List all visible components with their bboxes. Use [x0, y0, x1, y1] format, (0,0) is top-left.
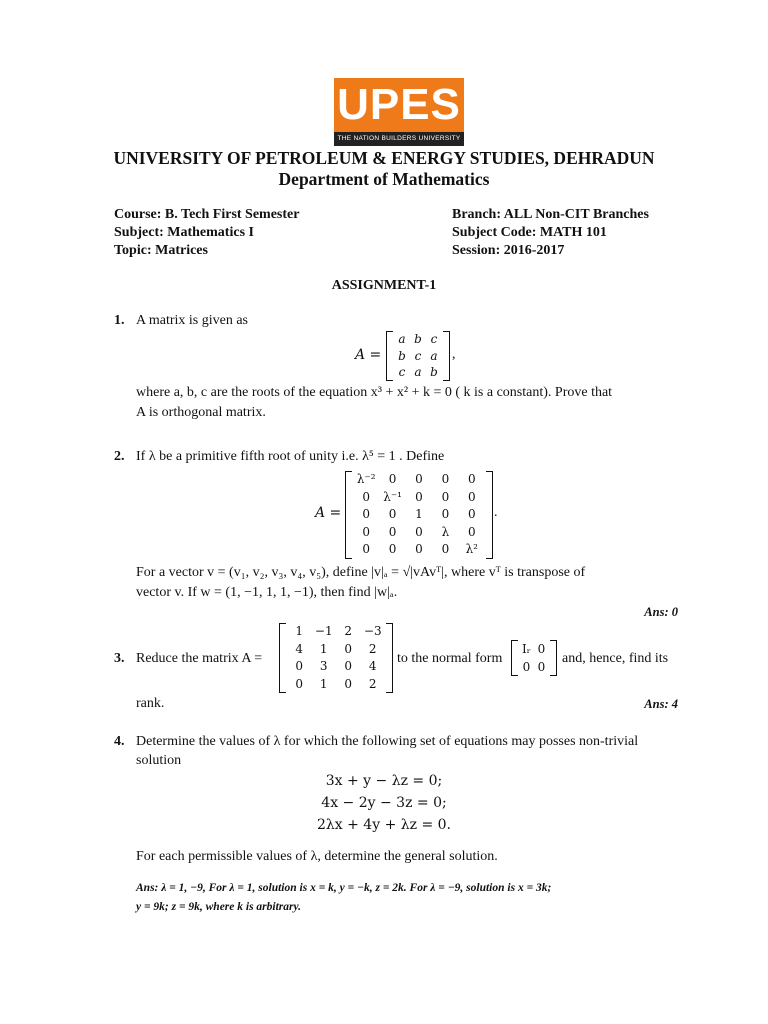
q4-answer-line-2: y = 9k; z = 9k, where k is arbitrary. [136, 901, 302, 913]
q1-matrix-cell: a [430, 348, 438, 363]
q2-matrix [345, 471, 493, 559]
q1-matrix [386, 331, 450, 381]
q2-matrix-cell: 0 [441, 507, 450, 522]
q1-matrix-cell: c [398, 365, 406, 380]
q1-number: 1. [114, 313, 125, 328]
q1-matrix-cell: b [414, 332, 422, 346]
logo-tagline: THE NATION BUILDERS UNIVERSITY [334, 132, 464, 146]
q1-matrix-label: A = [355, 347, 382, 363]
department-title: Department of Mathematics [278, 169, 490, 189]
q1-comma: , [452, 347, 456, 362]
q2-answer: Ans: 0 [644, 605, 678, 619]
q2-matrix-cell: 0 [467, 507, 476, 522]
q3-matrix-cell: 2 [368, 676, 377, 691]
q2-matrix-cell: 0 [388, 542, 397, 557]
q2-lead: If λ be a primitive fifth root of unity i.e. λ⁵ = 1 . Define [136, 449, 445, 464]
q3-matrix-cell: 4 [295, 641, 304, 656]
q3-mid: to the normal form [397, 651, 503, 666]
q3-matrix-cell: −1 [314, 624, 333, 638]
q2-matrix-cell: 0 [388, 507, 397, 522]
q2-text-3: vector v. If w = (1, −1, 1, 1, −1), then find |w|ₐ. [136, 585, 398, 600]
q1-lead: A matrix is given as [136, 313, 248, 328]
q2-matrix-cell: 0 [388, 524, 397, 539]
q3-normal-form [511, 640, 557, 676]
q4-lead: Determine the values of λ for which the following set of equations may posses non-trivial [136, 734, 639, 749]
q2-matrix-cell: 0 [362, 489, 371, 504]
q2-matrix-cell: 0 [441, 542, 450, 557]
q4-equation-3: 2λx + 4y + λz = 0. [317, 817, 451, 833]
q2-matrix-cell: λ⁻² [356, 472, 376, 486]
q1-matrix-cell: a [398, 332, 406, 346]
q2-matrix-cell: 0 [415, 489, 423, 504]
q3-lead: Reduce the matrix A = [136, 651, 263, 666]
q3-matrix-cell: 0 [344, 659, 353, 673]
q2-matrix-cell: 0 [467, 472, 476, 486]
q1-text-2: where a, b, c are the roots of the equation x³ + x² + k = 0 ( k is a constant). Prove that [136, 385, 613, 400]
q3-matrix [279, 623, 393, 693]
q2-matrix-cell: 0 [441, 472, 450, 486]
q3-matrix-cell: 0 [295, 676, 304, 691]
q2-matrix-cell: 0 [441, 489, 450, 504]
q3-matrix-cell: 3 [319, 659, 328, 673]
q3-text-2: rank. [136, 696, 165, 711]
q2-matrix-cell: 0 [415, 542, 423, 557]
q2-matrix-cell: λ⁻¹ [383, 489, 402, 504]
q3-normal-cell: 0 [537, 642, 546, 656]
q2-matrix-cell: 0 [467, 524, 476, 539]
topic-info: Topic: Matrices [114, 243, 208, 258]
q3-matrix-cell: 1 [319, 641, 328, 656]
q3-number: 3. [114, 651, 125, 666]
assignment-title: ASSIGNMENT-1 [331, 278, 437, 293]
q2-matrix-cell: 0 [362, 524, 371, 539]
q3-matrix-cell: 0 [344, 676, 353, 691]
course-info: Course: B. Tech First Semester [114, 207, 300, 222]
q3-answer: Ans: 4 [644, 697, 678, 711]
q1-matrix-cell: b [430, 365, 438, 380]
q2-matrix-cell: 0 [362, 542, 371, 557]
q2-number: 2. [114, 449, 125, 464]
logo-text: UPES [337, 80, 461, 129]
q3-matrix-cell: 2 [368, 641, 377, 656]
q3-matrix-cell: 0 [344, 641, 353, 656]
q2-matrix-cell: 1 [415, 507, 423, 522]
code-info: Subject Code: MATH 101 [452, 225, 607, 240]
q4-number: 4. [114, 734, 125, 749]
upes-logo [334, 78, 464, 146]
q2-matrix-cell: 0 [388, 472, 397, 486]
subject-info: Subject: Mathematics I [114, 225, 254, 240]
q3-matrix-cell: 1 [319, 676, 328, 691]
q3-normal-cell: 0 [522, 660, 531, 674]
q1-matrix-cell: a [414, 365, 422, 380]
q1-matrix-cell: c [430, 332, 438, 346]
q1-text-3: A is orthogonal matrix. [136, 405, 266, 420]
q3-matrix-cell: −3 [363, 624, 382, 638]
q2-matrix-cell: 0 [362, 507, 371, 522]
q2-matrix-cell: λ² [465, 542, 478, 557]
q1-matrix-cell: b [398, 348, 406, 363]
session-info: Session: 2016-2017 [452, 243, 565, 258]
university-title: UNIVERSITY OF PETROLEUM & ENERGY STUDIES, DEHRADUN [113, 148, 655, 168]
q3-matrix-cell: 4 [368, 659, 377, 673]
q2-matrix-label: A = [315, 505, 342, 521]
q1-matrix-cell: c [414, 348, 422, 363]
q4-equation-2: 4x − 2y − 3z = 0; [321, 795, 447, 811]
q2-period: . [494, 505, 498, 520]
q2-matrix-cell: 0 [467, 489, 476, 504]
q2-matrix-cell: 0 [415, 524, 423, 539]
q3-normal-cell: Iᵣ [522, 642, 531, 656]
q4-answer-line-1: Ans: λ = 1, −9, For λ = 1, solution is x = k, y = −k, z = 2k. For λ = −9, solution is x = 3k; [136, 882, 552, 894]
q4-equation-1: 3x + y − λz = 0; [325, 773, 443, 789]
branch-info: Branch: ALL Non-CIT Branches [452, 207, 649, 222]
q4-lead-2: solution [136, 753, 182, 768]
q3-normal-cell: 0 [537, 660, 546, 674]
q2-text-2: For a vector v = (v₁, v₂, v₃, v₄, v₅), define |v|ₐ = √|vAvᵀ|, where vᵀ is transpose of [136, 565, 586, 580]
q3-tail: and, hence, find its [562, 651, 669, 666]
q2-matrix-cell: λ [441, 524, 450, 539]
q3-matrix-cell: 2 [344, 624, 353, 638]
q2-matrix-cell: 0 [415, 472, 423, 486]
q4-text-2: For each permissible values of λ, determine the general solution. [136, 849, 498, 864]
q3-matrix-cell: 0 [295, 659, 304, 673]
q3-matrix-cell: 1 [295, 624, 304, 638]
